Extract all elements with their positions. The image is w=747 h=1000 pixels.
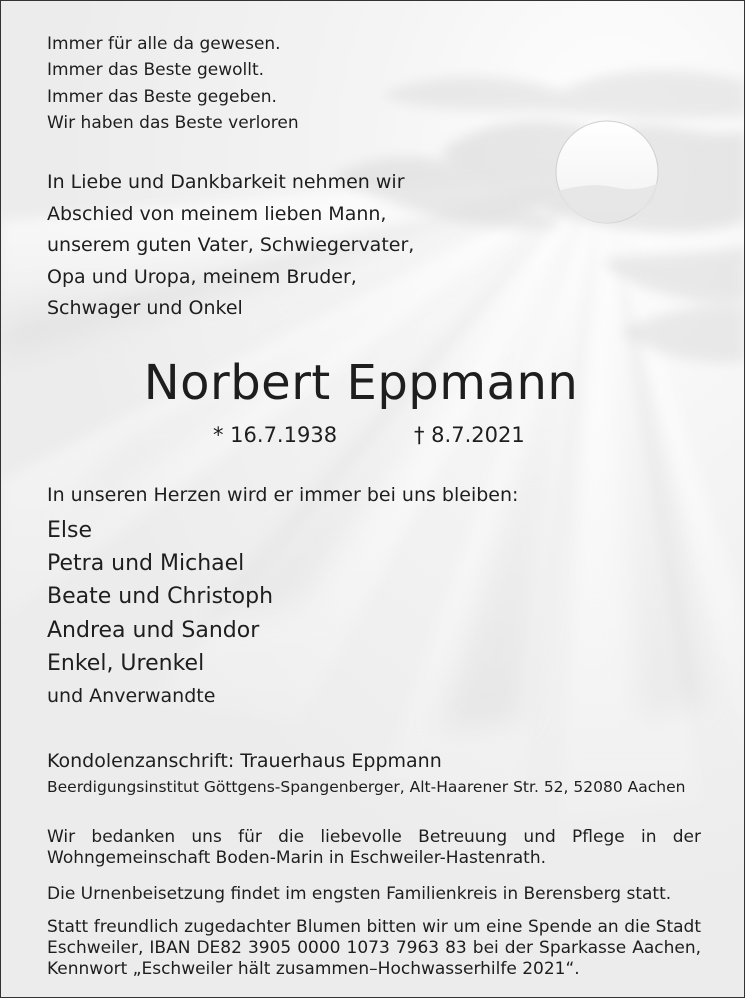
mourner-name: Enkel, Urenkel — [47, 650, 205, 676]
condolence-address-label: Kondolenzanschrift: Trauerhaus Eppmann — [47, 750, 442, 772]
poem-line: Immer das Beste gewollt. — [47, 60, 265, 81]
relatives-line: und Anverwandte — [47, 685, 216, 707]
intro-line: Opa und Uropa, meinem Bruder, — [47, 265, 357, 288]
deceased-name: Norbert Eppmann — [143, 355, 579, 411]
mourner-name: Andrea und Sandor — [47, 617, 260, 643]
remembrance-line: In unseren Herzen wird er immer bei uns bleiben: — [47, 484, 519, 506]
poem-line: Wir haben das Beste verloren — [47, 112, 299, 133]
intro-line: Abschied von meinem lieben Mann, — [47, 202, 387, 225]
mourners-list — [47, 514, 273, 680]
poem-verse — [47, 31, 299, 136]
urn-burial-notice: Die Urnenbeisetzung findet im engsten Familienkreis in Berensberg statt. — [47, 884, 672, 904]
mourner-name: Else — [47, 518, 93, 543]
intro-line: unserem guten Vater, Schwiegervater, — [47, 234, 415, 257]
intro-text — [47, 167, 414, 325]
mourner-name: Beate und Christoph — [47, 584, 274, 610]
mourner-name: Petra und Michael — [47, 551, 245, 577]
poem-line: Immer das Beste gegeben. — [47, 86, 277, 107]
poem-line: Immer für alle da gewesen. — [47, 34, 281, 54]
intro-line: Schwager und Onkel — [47, 297, 243, 320]
intro-line: In Liebe und Dankbarkeit nehmen wir — [47, 171, 405, 193]
birth-date: * 16.7.1938 — [213, 423, 338, 447]
donation-request: Statt freundlich zugedachter Blumen bitten wir um eine Spende an die Stadt Eschweiler, IBAN DE82 3905 0000 1073 7963 83 bei der Sparkasse Aachen, Kennwort „Eschweiler hält zusammen–Hochwasserhilfe 2021“. — [47, 917, 701, 979]
thanks-notice: Wir bedanken uns für die liebevolle Betreuung und Pflege in der Wohngemeinschaft Boden-Marin in Eschweiler-Hastenrath. — [47, 827, 701, 868]
death-date: † 8.7.2021 — [414, 423, 525, 447]
funeral-home-address: Beerdigungsinstitut Göttgens-Spangenberger, Alt-Haarener Str. 52, 52080 Aachen — [47, 778, 686, 796]
